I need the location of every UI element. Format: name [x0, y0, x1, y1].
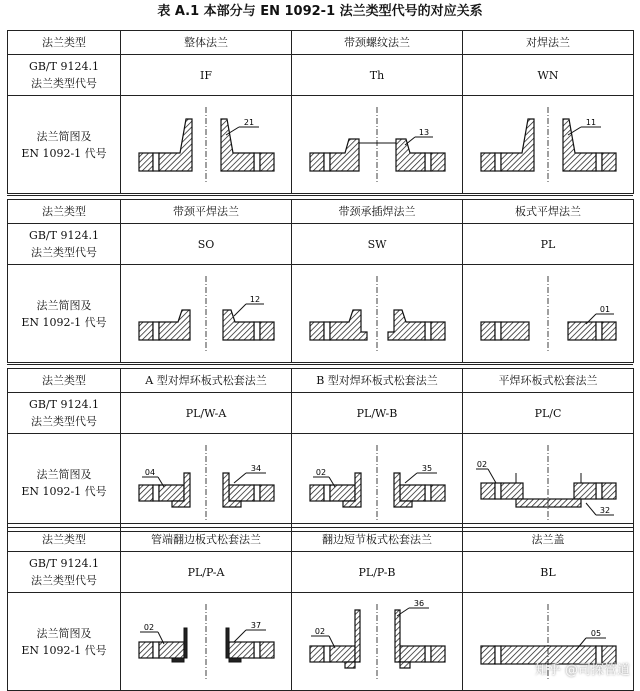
flange-type-code: PL/W-B [292, 393, 463, 434]
flange-type-code: Th [292, 55, 463, 96]
table-block [7, 368, 633, 532]
flange-type-name: 带颈平焊法兰 [121, 200, 292, 224]
table-caption: 表 A.1 本部分与 EN 1092-1 法兰类型代号的对应关系 [157, 4, 483, 19]
flange-type-code: PL/W-A [121, 393, 292, 434]
row-label-diagram [8, 434, 121, 532]
label-line: 法兰类型代号 [31, 77, 97, 90]
callout-label: 35 [421, 463, 432, 473]
flange-type-code: BL [463, 552, 634, 593]
flange-diagram-cell [292, 265, 463, 363]
label-line: EN 1092-1 代号 [21, 643, 107, 657]
flange-section-diagram [305, 443, 450, 523]
flange-section-diagram [305, 274, 450, 354]
flange-diagram-cell [292, 96, 463, 194]
callout-label: 02 [314, 626, 325, 636]
table-block [7, 30, 633, 194]
row-label-type: 法兰类型 [8, 528, 121, 552]
flange-section-diagram [134, 443, 279, 523]
label-line: GB/T 9124.1 [29, 60, 99, 73]
row-label-diagram [8, 96, 121, 194]
label-line: 法兰类型代号 [31, 415, 97, 428]
label-line: EN 1092-1 代号 [21, 146, 107, 160]
callout-label: 02 [315, 467, 326, 477]
row-label-diagram [8, 593, 121, 691]
callout-label: 12 [249, 294, 260, 304]
flange-section-diagram [134, 274, 279, 354]
flange-type-name: A 型对焊环板式松套法兰 [121, 369, 292, 393]
flange-type-code: SW [292, 224, 463, 265]
callout-label: 37 [250, 620, 261, 630]
section-divider [7, 195, 633, 196]
flange-diagram-cell [121, 593, 292, 691]
flange-diagram-cell [463, 96, 634, 194]
flange-type-name: 管端翻边板式松套法兰 [121, 528, 292, 552]
flange-type-name: 整体法兰 [121, 31, 292, 55]
flange-type-code: PL/C [463, 393, 634, 434]
callout-label: 04 [144, 467, 155, 477]
row-label-type: 法兰类型 [8, 369, 121, 393]
flange-type-name: 翻边短节板式松套法兰 [292, 528, 463, 552]
flange-type-name: 板式平焊法兰 [463, 200, 634, 224]
label-line: GB/T 9124.1 [29, 398, 99, 411]
callout-label: 32 [599, 505, 610, 515]
callout-label: 36 [413, 598, 424, 608]
flange-section-diagram [305, 105, 450, 185]
callout-label: 01 [599, 304, 610, 314]
row-label-type: 法兰类型 [8, 31, 121, 55]
label-line: 法兰简图及 [36, 467, 92, 481]
row-label-gb-code [8, 55, 121, 96]
callout-label: 21 [243, 117, 254, 127]
callout-label: 05 [590, 628, 601, 638]
label-line: 法兰简图及 [36, 626, 92, 640]
label-line: 法兰简图及 [36, 298, 92, 312]
flange-type-code: WN [463, 55, 634, 96]
callout-label: 13 [418, 127, 429, 137]
flange-section-diagram [134, 602, 279, 682]
row-label-gb-code [8, 552, 121, 593]
flange-type-code: SO [121, 224, 292, 265]
row-label-diagram [8, 265, 121, 363]
flange-type-code: PL/P-A [121, 552, 292, 593]
table-block [7, 199, 633, 363]
label-line: 法兰简图及 [36, 129, 92, 143]
flange-type-name: 法兰盖 [463, 528, 634, 552]
label-line: 法兰类型代号 [31, 574, 97, 587]
label-line: GB/T 9124.1 [29, 229, 99, 242]
callout-label: 11 [585, 117, 596, 127]
section-divider [7, 523, 633, 524]
flange-diagram-cell [121, 265, 292, 363]
flange-diagram-cell [121, 434, 292, 532]
flange-diagram-cell [292, 593, 463, 691]
label-line: EN 1092-1 代号 [21, 315, 107, 329]
flange-diagram-cell [463, 265, 634, 363]
flange-type-code: PL [463, 224, 634, 265]
flange-section-diagram [476, 105, 621, 185]
section-divider [7, 364, 633, 365]
flange-type-name: 平焊环板式松套法兰 [463, 369, 634, 393]
label-line: 法兰类型代号 [31, 246, 97, 259]
flange-diagram-cell [463, 434, 634, 532]
label-line: GB/T 9124.1 [29, 557, 99, 570]
flange-section-diagram [305, 598, 450, 682]
callout-label: 02 [143, 622, 154, 632]
flange-type-name: 对焊法兰 [463, 31, 634, 55]
flange-diagram-cell [121, 96, 292, 194]
callout-label: 02 [476, 459, 487, 469]
flange-type-name: 带颈承插焊法兰 [292, 200, 463, 224]
flange-type-code: PL/P-B [292, 552, 463, 593]
flange-type-name: 带颈螺纹法兰 [292, 31, 463, 55]
flange-type-name: B 型对焊环板式松套法兰 [292, 369, 463, 393]
row-label-type: 法兰类型 [8, 200, 121, 224]
label-line: EN 1092-1 代号 [21, 484, 107, 498]
flange-diagram-cell [292, 434, 463, 532]
flange-type-code: IF [121, 55, 292, 96]
flange-section-diagram [476, 443, 621, 523]
watermark: 知乎 @司探管道 [534, 663, 630, 678]
row-label-gb-code [8, 224, 121, 265]
flange-section-diagram [476, 274, 621, 354]
row-label-gb-code [8, 393, 121, 434]
callout-label: 34 [250, 463, 261, 473]
flange-section-diagram [134, 105, 279, 185]
